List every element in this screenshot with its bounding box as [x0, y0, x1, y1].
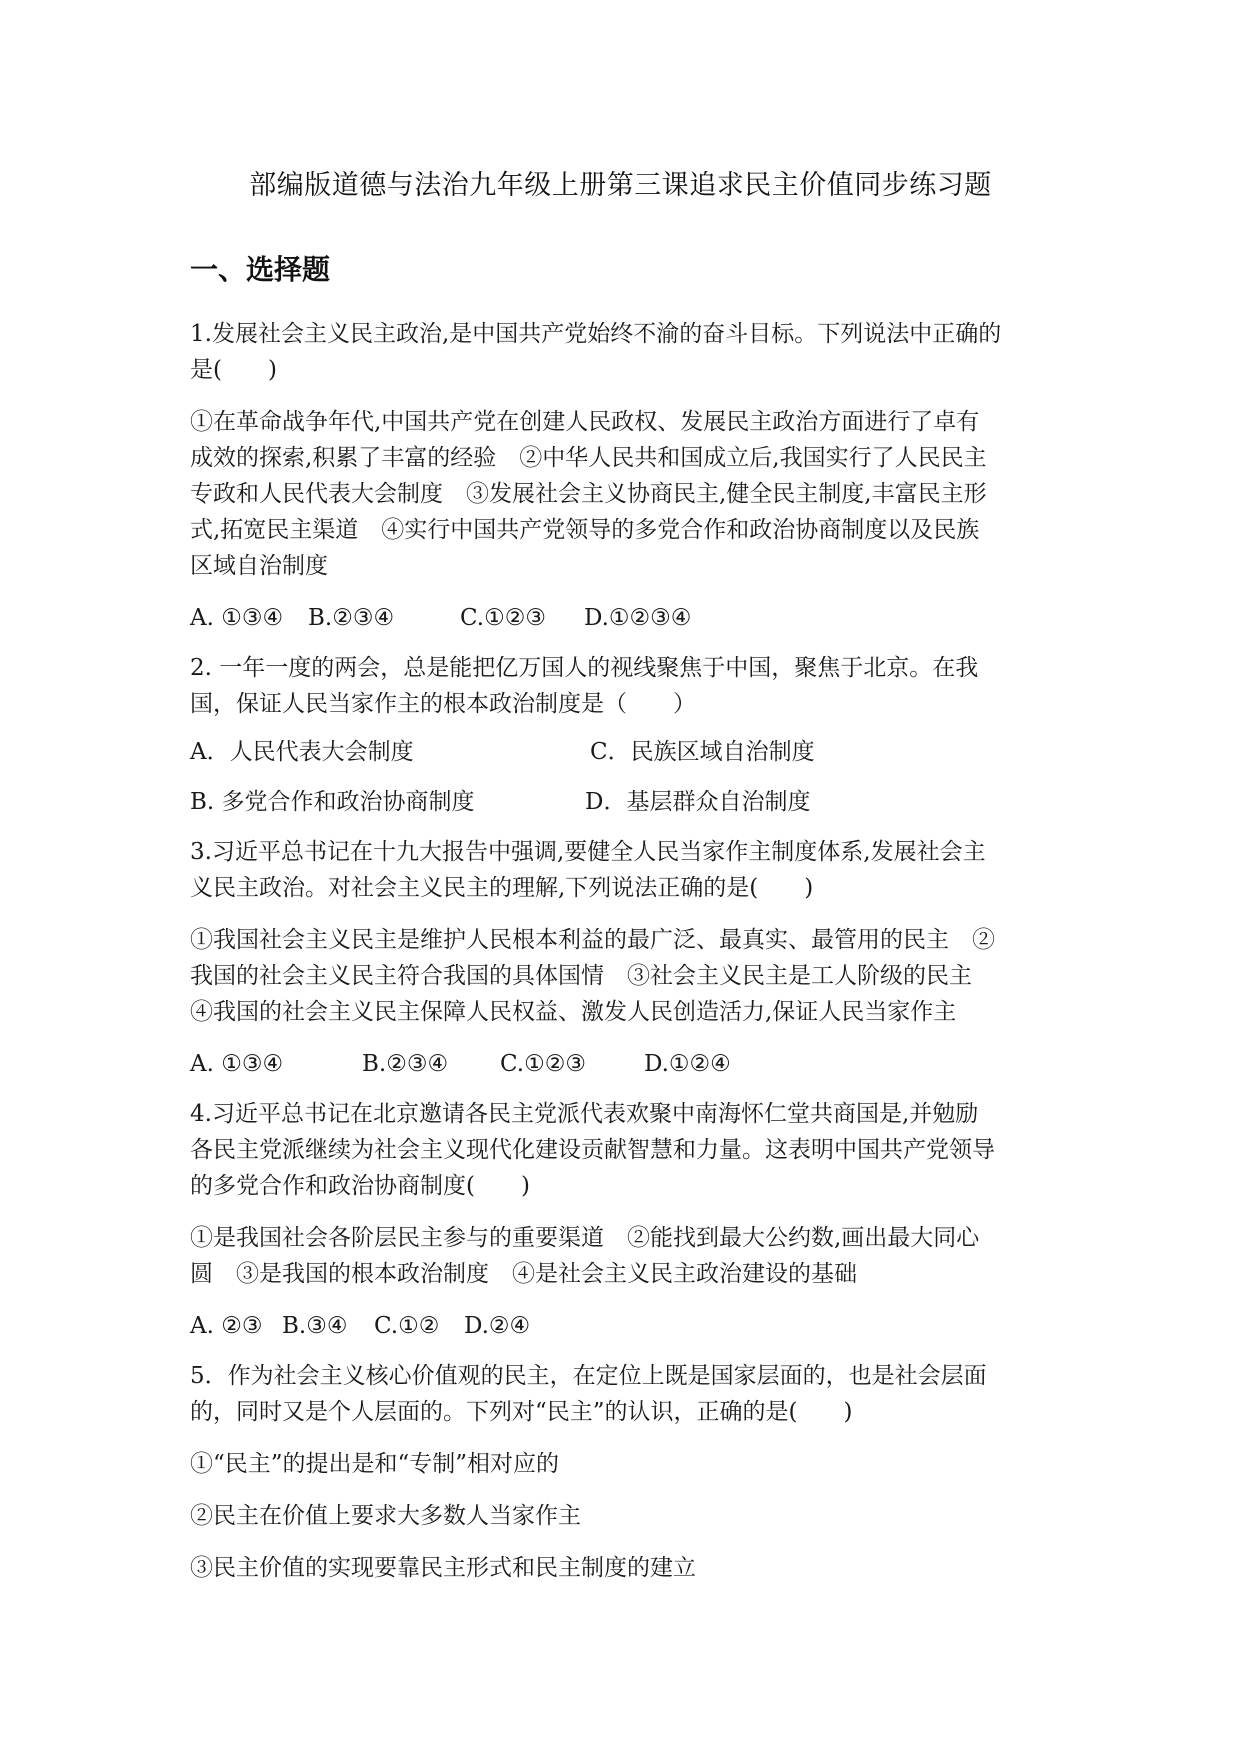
- statement-line: ①在革命战争年代,中国共产党在创建人民政权、发展民主政治方面进行了卓有: [190, 409, 980, 435]
- document-title: 部编版道德与法治九年级上册第三课追求民主价值同步练习题: [249, 170, 992, 201]
- option-d: D．基层群众自治制度: [585, 789, 811, 815]
- question-5-stem: [190, 1358, 1060, 1430]
- questions-body: [190, 316, 1060, 1602]
- statement-line: 式,拓宽民主渠道 ④实行中国共产党领导的多党合作和政治协商制度以及民族: [190, 517, 980, 543]
- statement-line: ①我国社会主义民主是维护人民根本利益的最广泛、最真实、最管用的民主 ②: [190, 927, 995, 953]
- statement-line: 圆 ③是我国的根本政治制度 ④是社会主义民主政治建设的基础: [190, 1261, 857, 1287]
- option-d: D.①②③④: [584, 605, 692, 631]
- question-4-statements: [190, 1220, 1060, 1292]
- question-2-options-row-1: [190, 734, 1060, 770]
- option-b: B.②③④: [308, 605, 395, 631]
- question-4-options: [190, 1308, 1060, 1344]
- statement-line: 专政和人民代表大会制度 ③发展社会主义协商民主,健全民主制度,丰富民主形: [190, 481, 987, 507]
- option-b: B. 多党合作和政治协商制度: [190, 789, 475, 815]
- option-c: C.①②③: [460, 605, 546, 631]
- statement-line: ③民主价值的实现要靠民主形式和民主制度的建立: [190, 1555, 696, 1581]
- option-c: C.①②③: [500, 1051, 586, 1077]
- question-5-statement-2: [190, 1498, 1060, 1534]
- question-5-statement-3: [190, 1550, 1060, 1586]
- option-a: A．人民代表大会制度: [190, 739, 414, 765]
- question-line: 4.习近平总书记在北京邀请各民主党派代表欢聚中南海怀仁堂共商国是,并勉励: [190, 1101, 979, 1127]
- statement-line: ④我国的社会主义民主保障人民权益、激发人民创造活力,保证人民当家作主: [190, 999, 957, 1025]
- question-1-statements: [190, 404, 1060, 584]
- statement-line: 成效的探索,积累了丰富的经验 ②中华人民共和国成立后,我国实行了人民民主: [190, 445, 987, 471]
- question-3-stem: [190, 834, 1060, 906]
- question-1-options: [190, 600, 1060, 636]
- option-a: A. ①③④: [190, 1051, 284, 1077]
- option-a: A. ①③④: [190, 605, 284, 631]
- statement-line: 我国的社会主义民主符合我国的具体国情 ③社会主义民主是工人阶级的民主: [190, 963, 972, 989]
- statement-line: ①是我国社会各阶层民主参与的重要渠道 ②能找到最大公约数,画出最大同心: [190, 1225, 980, 1251]
- question-line: 的，同时又是个人层面的。下列对“民主”的认识，正确的是( ): [190, 1399, 853, 1425]
- question-2-options-row-2: [190, 784, 1060, 820]
- question-line: 各民主党派继续为社会主义现代化建设贡献智慧和力量。这表明中国共产党领导: [190, 1137, 995, 1163]
- question-line: 国，保证人民当家作主的根本政治制度是（ ）: [190, 691, 696, 717]
- option-d: D.①②④: [644, 1051, 731, 1077]
- question-line: 2. 一年一度的两会，总是能把亿万国人的视线聚焦于中国，聚焦于北京。在我: [190, 655, 979, 681]
- question-line: 义民主政治。对社会主义民主的理解,下列说法正确的是( ): [190, 875, 814, 901]
- question-3-statements: [190, 922, 1060, 1030]
- option-c: C.①②: [374, 1313, 440, 1339]
- question-line: 5．作为社会主义核心价值观的民主，在定位上既是国家层面的，也是社会层面: [190, 1363, 987, 1389]
- question-3-options: [190, 1046, 1060, 1082]
- option-b: B.②③④: [362, 1051, 449, 1077]
- question-5-statement-1: [190, 1446, 1060, 1482]
- statement-line: ①“民主”的提出是和“专制”相对应的: [190, 1451, 560, 1477]
- question-line: 3.习近平总书记在十九大报告中强调,要健全人民当家作主制度体系,发展社会主: [190, 839, 986, 865]
- question-4-stem: [190, 1096, 1060, 1204]
- question-line: 是( ): [190, 357, 277, 383]
- statement-line: 区域自治制度: [190, 553, 328, 579]
- question-1-stem: [190, 316, 1060, 388]
- question-2-stem: [190, 650, 1060, 722]
- option-d: D.②④: [464, 1313, 531, 1339]
- option-a: A. ②③: [190, 1313, 263, 1339]
- option-b: B.③④: [282, 1313, 348, 1339]
- statement-line: ②民主在价值上要求大多数人当家作主: [190, 1503, 581, 1529]
- question-line: 1.发展社会主义民主政治,是中国共产党始终不渝的奋斗目标。下列说法中正确的: [190, 321, 1002, 347]
- section-heading: 一、选择题: [190, 253, 331, 286]
- question-line: 的多党合作和政治协商制度( ): [190, 1173, 530, 1199]
- option-c: C．民族区域自治制度: [590, 739, 815, 765]
